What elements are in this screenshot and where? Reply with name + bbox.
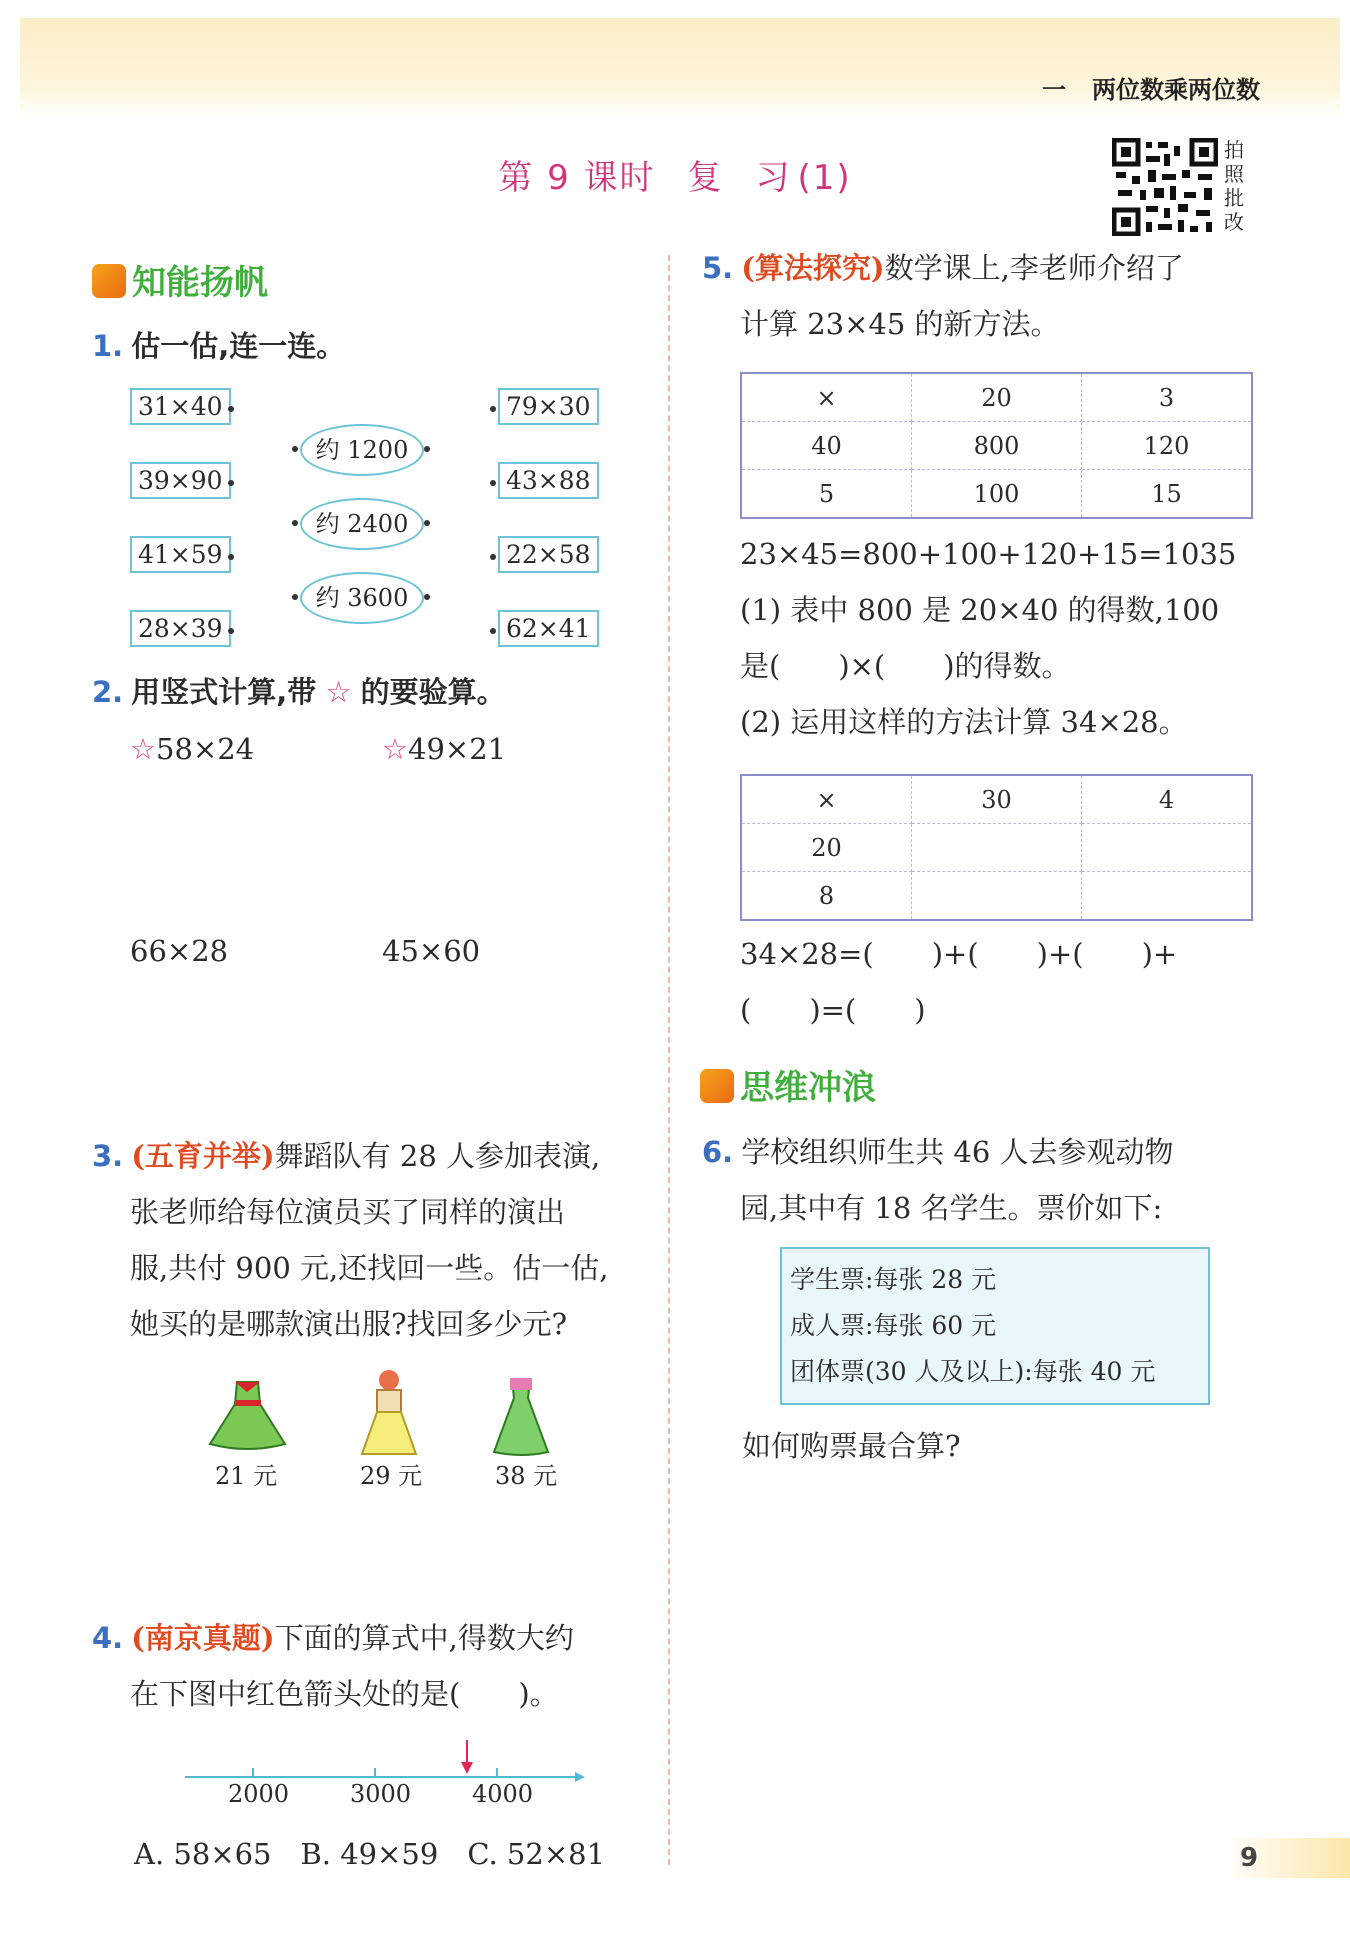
lesson-title: 第 9 课时 复 习 (1) — [498, 158, 852, 198]
dress-icon — [490, 1376, 552, 1456]
match-middle-2[interactable]: 约 3600 — [300, 572, 424, 624]
q1-prompt: 1. 估一估,连一连。 — [92, 329, 346, 363]
q5-table-2: × 30 4 20 8 — [740, 774, 1253, 921]
q5-equation: 23×45=800+100+120+15=1035 — [740, 537, 1237, 571]
tick-label: 3000 — [350, 1780, 412, 1808]
q5-table-1: × 20 3 40 800 120 5 100 15 — [740, 372, 1253, 519]
dot[interactable] — [424, 594, 430, 600]
tick-label: 4000 — [472, 1780, 534, 1808]
dot[interactable] — [490, 406, 496, 412]
dress-price-0: 21 元 — [215, 1462, 278, 1490]
q5-sub1-blank[interactable]: 是( )×( )的得数。 — [740, 649, 1071, 683]
dot[interactable] — [292, 520, 298, 526]
star-icon: ☆ — [325, 675, 352, 709]
dot[interactable] — [424, 520, 430, 526]
sail-icon — [92, 264, 126, 298]
answer-cell[interactable] — [1082, 872, 1253, 921]
dress-icon — [205, 1378, 290, 1454]
q5-sub1: (1) 表中 800 是 20×40 的得数,100 — [740, 593, 1220, 627]
dot[interactable] — [490, 628, 496, 634]
tag-label: (算法探究) — [741, 251, 885, 285]
unit-header: 一 两位数乘两位数 — [1042, 76, 1260, 104]
dot[interactable] — [228, 554, 234, 560]
dot[interactable] — [490, 554, 496, 560]
qr-caption: 拍照批改 — [1224, 138, 1244, 234]
match-middle-0[interactable]: 约 1200 — [300, 424, 424, 476]
match-right-3[interactable]: 62×41 — [498, 610, 599, 647]
wave-icon — [700, 1069, 734, 1103]
tick-label: 2000 — [228, 1780, 290, 1808]
tag-label: (南京真题) — [131, 1621, 275, 1655]
match-middle-1[interactable]: 约 2400 — [300, 498, 424, 550]
q5-sub2: (2) 运用这样的方法计算 34×28。 — [740, 705, 1188, 739]
dress-icon — [358, 1368, 420, 1458]
page-number: 9 — [1224, 1838, 1350, 1878]
ticket-price-box: 学生票:每张 28 元 成人票:每张 60 元 团体票(30 人及以上):每张 40 元 — [780, 1247, 1210, 1405]
column-divider — [668, 255, 670, 1865]
dot[interactable] — [228, 628, 234, 634]
q3-text: 3. (五育并举)舞蹈队有 28 人参加表演, 张老师给每位演员买了同样的演出 服,共付 900 元,还找回一些。估一估, 她买的是哪款演出服?找回多少元? — [92, 1139, 609, 1341]
q2-item-2: 66×28 — [130, 934, 229, 968]
q6-text: 6. 学校组织师生共 46 人去参观动物 园,其中有 18 名学生。票价如下: — [702, 1135, 1174, 1225]
q2-item-0: ☆58×24 — [130, 732, 255, 766]
match-left-2[interactable]: 41×59 — [130, 536, 231, 573]
dress-price-2: 38 元 — [495, 1462, 558, 1490]
q5-eq2: 34×28=( )+( )+( )+ ( )=( ) — [740, 937, 1178, 1027]
dot[interactable] — [228, 406, 234, 412]
match-right-1[interactable]: 43×88 — [498, 462, 599, 499]
q5-text: 5. (算法探究)数学课上,李老师介绍了 计算 23×45 的新方法。 — [702, 251, 1184, 341]
match-left-1[interactable]: 39×90 — [130, 462, 231, 499]
match-right-2[interactable]: 22×58 — [498, 536, 599, 573]
match-left-3[interactable]: 28×39 — [130, 610, 231, 647]
match-right-0[interactable]: 79×30 — [498, 388, 599, 425]
dress-price-1: 29 元 — [360, 1462, 423, 1490]
qr-code-icon[interactable] — [1112, 138, 1218, 236]
section-heading-1: 知能扬帆 — [92, 255, 268, 304]
q6-question: 如何购票最合算? — [742, 1429, 961, 1463]
star-icon: ☆ — [130, 732, 156, 766]
unit-title: 两位数乘两位数 — [1092, 76, 1260, 104]
star-icon: ☆ — [382, 732, 408, 766]
q4-text: 4. (南京真题)下面的算式中,得数大约 在下图中红色箭头处的是( )。 — [92, 1621, 574, 1711]
dot[interactable] — [292, 594, 298, 600]
answer-cell[interactable] — [912, 872, 1082, 921]
tag-label: (五育并举) — [131, 1139, 275, 1173]
dot[interactable] — [424, 446, 430, 452]
answer-cell[interactable] — [912, 824, 1082, 872]
answer-cell[interactable] — [1082, 824, 1253, 872]
dot[interactable] — [490, 480, 496, 486]
q5-body — [740, 526, 1260, 750]
red-arrow-icon — [461, 1740, 473, 1774]
q4-options[interactable]: A. 58×65 B. 49×59 C. 52×81 — [134, 1837, 606, 1871]
q2-item-3: 45×60 — [382, 934, 481, 968]
dot[interactable] — [228, 480, 234, 486]
match-left-0[interactable]: 31×40 — [130, 388, 231, 425]
q2-item-1: ☆49×21 — [382, 732, 507, 766]
q2-prompt: 2. 用竖式计算,带 ☆ 的要验算。 — [92, 675, 506, 709]
dot[interactable] — [292, 446, 298, 452]
section-heading-2: 思维冲浪 — [700, 1060, 876, 1109]
